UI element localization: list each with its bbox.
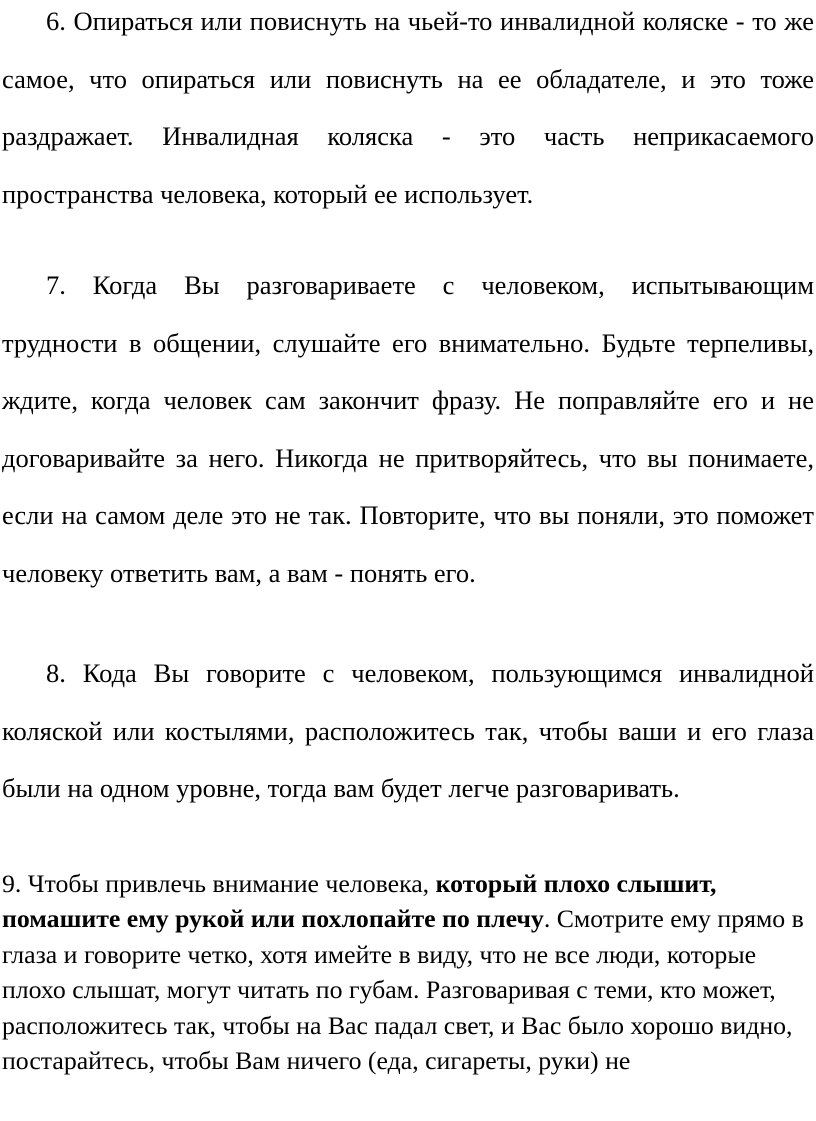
paragraph-9-bold: который плохо слышит, помашите ему рукой или похлопайте по плечу xyxy=(2,869,717,934)
paragraph-8: 8. Кода Вы говорите с человеком, пользующимся инвалидной коляской или костылями, расположитесь так, чтобы ваши и его глаза были на одном уровне, тогда вам будет легче разговаривать. xyxy=(2,658,814,804)
paragraph-9 xyxy=(2,866,814,1078)
paragraph-6: 6. Опираться или повиснуть на чьей-то инвалидной коляске - то же самое, что опираться или повиснуть на ее обладателе, и это тоже раздражает. Инвалидная коляска - это часть неприкасаемого пространства человека, который ее использует. xyxy=(2,6,814,209)
paragraph-9-rest: . Смотрите ему прямо в глаза и говорите четко, хотя имейте в виду, что не все люди, которые плохо слышат, могут читать по губам. Разговаривая с теми, кто может, расположитесь так, чтобы на Вас падал свет, и Вас было хорошо видно, постарайтесь, чтобы Вам ничего (еда, сигареты, руки) не xyxy=(2,904,804,1076)
paragraph-7: 7. Когда Вы разговариваете с человеком, испытывающим трудности в общении, слушайте его внимательно. Будьте терпеливы, ждите, когда человек сам закончит фразу. Не поправляйте его и не договаривайте за него. Никогда не притворяйтесь, что вы понимаете, если на самом деле это не так. Повторите, что вы поняли, это поможет человеку ответить вам, а вам - понять его. xyxy=(2,270,814,588)
paragraph-9-intro: 9. Чтобы привлечь внимание человека, xyxy=(2,869,436,898)
